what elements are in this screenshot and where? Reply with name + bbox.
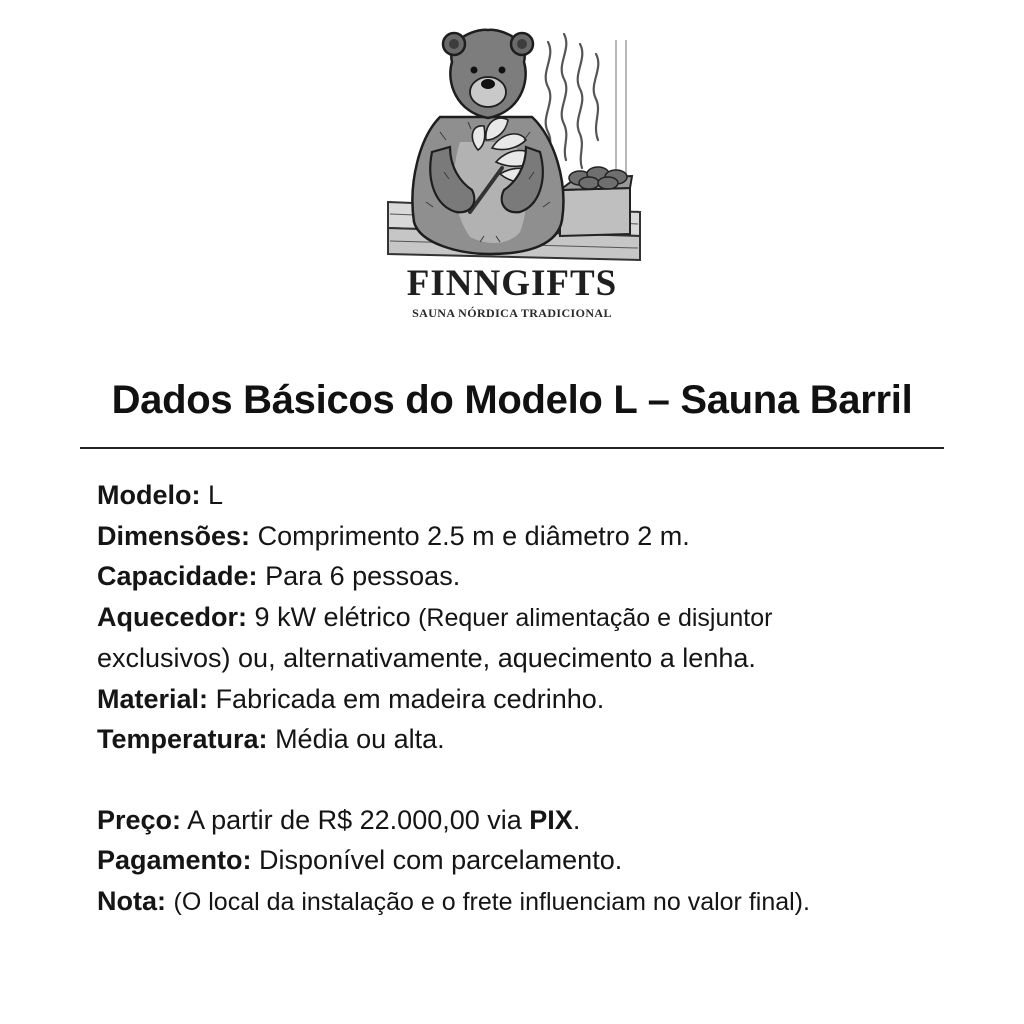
spec-label: Temperatura:	[97, 724, 268, 754]
pricing-pagamento	[97, 840, 957, 881]
payment-method: PIX	[529, 804, 573, 835]
spec-list	[97, 475, 957, 922]
spec-capacidade	[97, 556, 957, 597]
spec-label: Aquecedor:	[97, 601, 248, 632]
brand-name: FINNGIFTS	[406, 263, 618, 304]
page-title: Dados Básicos do Modelo L – Sauna Barril	[111, 378, 913, 422]
title-divider	[80, 447, 944, 449]
spec-value: Fabricada em madeira cedrinho.	[215, 683, 605, 714]
spec-value: Média ou alta.	[275, 724, 445, 754]
spec-dimensoes	[97, 516, 957, 557]
spec-aquecedor	[97, 597, 957, 639]
spec-value: L	[208, 480, 224, 510]
bear-sauna-logo-icon	[380, 22, 644, 267]
pricing-value: Disponível com parcelamento.	[259, 845, 623, 875]
spec-material	[97, 679, 957, 720]
spec-label: Material:	[97, 683, 209, 714]
spec-label: Dimensões:	[97, 520, 251, 551]
spec-aquecedor-continuation: exclusivos) ou, alternativamente, aquecimento a lenha.	[97, 643, 756, 673]
spec-value: Para 6 pessoas.	[265, 561, 461, 591]
spec-label: Capacidade:	[97, 561, 258, 591]
pricing-label: Pagamento:	[97, 845, 252, 875]
spec-value: 9 kW elétrico	[254, 601, 411, 632]
spec-label: Modelo:	[97, 480, 201, 510]
section-gap	[97, 760, 957, 800]
pricing-value: (O local da instalação e o frete influenciam no valor final).	[173, 887, 810, 916]
brand-tagline: SAUNA NÓRDICA TRADICIONAL	[412, 306, 612, 320]
spec-note: (Requer alimentação e disjuntor	[418, 603, 773, 632]
pricing-label: Preço:	[97, 804, 182, 835]
pricing-preco	[97, 800, 957, 841]
spec-modelo	[97, 475, 957, 516]
pricing-suffix: .	[572, 804, 581, 835]
spec-temperatura	[97, 719, 957, 760]
spec-value: Comprimento 2.5 m e diâmetro 2 m.	[257, 520, 690, 551]
pricing-nota	[97, 881, 957, 923]
pricing-value: A partir de R$ 22.000,00 via	[187, 804, 522, 835]
brand-logo	[380, 22, 644, 332]
pricing-label: Nota:	[97, 885, 166, 916]
